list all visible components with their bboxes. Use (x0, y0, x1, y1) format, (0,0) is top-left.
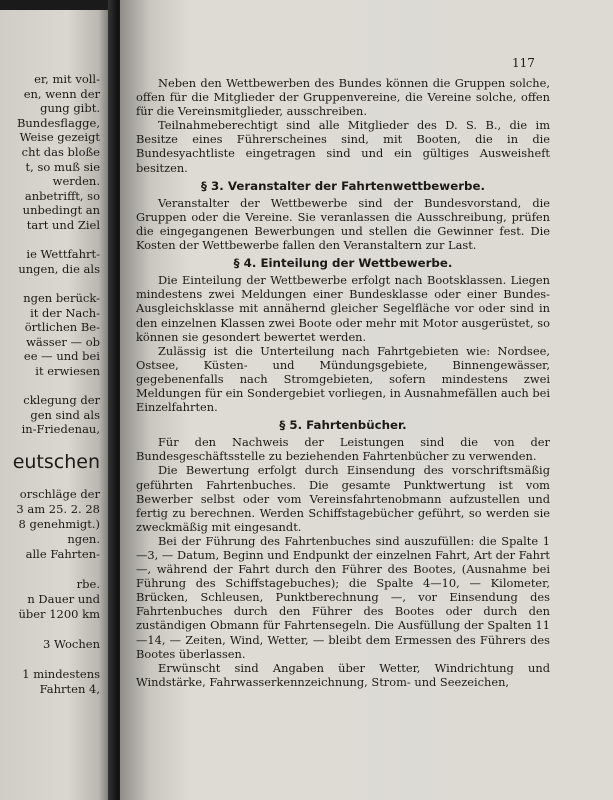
paragraph: Die Bewertung erfolgt durch Einsendung des vorschriftsmäßig geführten Fahrtenbuches. Die gesamte Punktwertung ist vom Bewerber selbst oder vom Vereinsfahrtenobmann aufzustellen und fertig zu berechnen. Werden Schiffstagebücher geführt, so werden sie zweckmäßig mit eingesandt. (136, 463, 550, 534)
paragraph: Veranstalter der Wettbewerbe sind der Bundesvorstand, die Gruppen oder die Vereine. Sie veranlassen die Ausschreibung, prüfen die eingegangenen Bewerbungen und stellen die Gewinner fest. Die Kosten der Wettbewerbe fallen den Veranstaltern zur Last. (136, 195, 550, 253)
left-text-line: gung gibt. (40, 101, 100, 116)
left-text-line: ngen. (67, 532, 100, 546)
left-heading: eutschen (12, 451, 100, 473)
paragraph: Teilnahmeberechtigt sind alle Mitglieder des D. S. B., die im Besitze eines Führerscheines sind, mit Booten, die in die Bundesyachtliste eingetragen sind und ein gültiges Ausweisheft besitzen. (136, 118, 550, 175)
left-text-line: 3 am 25. 2. 28 (16, 502, 100, 516)
left-page (0, 10, 112, 800)
section-heading-5: § 5. Fahrtenbücher. (279, 418, 407, 433)
left-text-line: 1 mindestens (22, 667, 100, 681)
left-text-line: n Dauer und (27, 592, 100, 606)
left-text-line: orschläge der (19, 487, 100, 501)
left-text-line: ie Wettfahrt- (26, 247, 100, 262)
left-text-line: er, mit voll- (34, 72, 100, 86)
left-text-line: werden. (52, 174, 100, 189)
section-heading-4: § 4. Einteilung der Wettbewerbe. (233, 256, 453, 271)
left-text-line: Bundesflagge, (16, 115, 100, 130)
right-page (120, 0, 613, 800)
left-text-line: cht das bloße (21, 145, 100, 159)
paragraph: Bei der Führung des Fahrtenbuches sind auszufüllen: die Spalte 1—3, — Datum, Beginn und Endpunkt der einzelnen Fahrt, Art der Fahrt —, während der Fahrt durch den Führer des Bootes, (Ausnahme bei Führung des Schiffstagebuches); die Spalte 4—10, — Kilometer, Brücken, Schleusen, Punktberechnung —, vor Einsendung des Fahrtenbuches durch den Führer des Bootes oder durch den zuständigen Obmann für Fahrtensegeln. Die Ausfüllung der Spalten 11—14, — Zeiten, Wind, Wetter, — bleibt dem Ermessen des Führers des Bootes überlassen. (136, 533, 550, 661)
left-text-line: ungen, die als (18, 261, 100, 276)
left-text-line: t, so muß sie (25, 159, 100, 174)
paragraph: Die Einteilung der Wettbewerbe erfolgt nach Bootsklassen. Liegen mindestens zwei Meldungen einer Bundesklasse oder einer Bundes-Ausgleichsklasse mit annähernd gleicher Segelfläche vor oder sind in den einzelnen Klassen zwei Boote oder mehr mit Motor ausgerüstet, so können sie gesondert bewertet werden. (136, 273, 550, 344)
section-heading-3: § 3. Veranstalter der Fahrtenwettbewerbe. (201, 178, 485, 193)
left-text-line: gen sind als (30, 407, 100, 422)
left-text-line: it der Nach- (30, 305, 100, 320)
left-text-line: alle Fahrten- (25, 547, 100, 561)
page-body (136, 76, 550, 689)
left-text-line: örtlichen Be- (24, 320, 100, 335)
left-text-line: in-Friedenau, (21, 422, 100, 437)
left-text-line: ee — und bei (23, 349, 100, 364)
paragraph: Zulässig ist die Unterteilung nach Fahrtgebieten wie: Nordsee, Ostsee, Küsten- und Mündungsgebiete, Binnengewässer, gegebenenfalls nach Stromgebieten, sofern mindestens zwei Meldungen für ein Sondergebiet vorliegen, in Ausnahmefällen auch bei Einzelfahrten. (136, 343, 550, 415)
paragraph: Für den Nachweis der Leistungen sind die von der Bundesgeschäftsstelle zu beziehenden Fahrtenbücher zu verwenden. (136, 435, 550, 464)
left-text-line: 3 Wochen (43, 637, 100, 651)
left-text-line: rbe. (76, 577, 100, 591)
page-number: 117 (512, 56, 535, 70)
left-text-line: 8 genehmigt.) (18, 517, 100, 531)
left-text-line: it erwiesen (35, 364, 100, 378)
left-text-line: anbetrifft, so (24, 188, 100, 203)
paragraph: Erwünscht sind Angaben über Wetter, Windrichtung und Windstärke, Fahrwasserkennzeichnung, Strom- und Seezeichen, (136, 660, 550, 689)
left-text-line: über 1200 km (18, 607, 100, 621)
left-text-line: wässer — ob (26, 334, 100, 349)
paragraph: Neben den Wettbewerben des Bundes können die Gruppen solche, offen für die Mitglieder der Gruppenvereine, die Vereine solche, offen für die Vereinsmitglieder, ausschreiben. (136, 76, 550, 119)
left-text-line: tart und Ziel (26, 218, 100, 232)
left-text-line: unbedingt an (22, 203, 100, 218)
left-text-line: Fahrten 4, (39, 682, 100, 696)
left-text-line: Weise gezeigt (19, 130, 100, 145)
left-text-line: ngen berück- (23, 291, 100, 305)
left-text-line: cklegung der (23, 393, 100, 408)
left-text-line: en, wenn der (23, 86, 100, 101)
